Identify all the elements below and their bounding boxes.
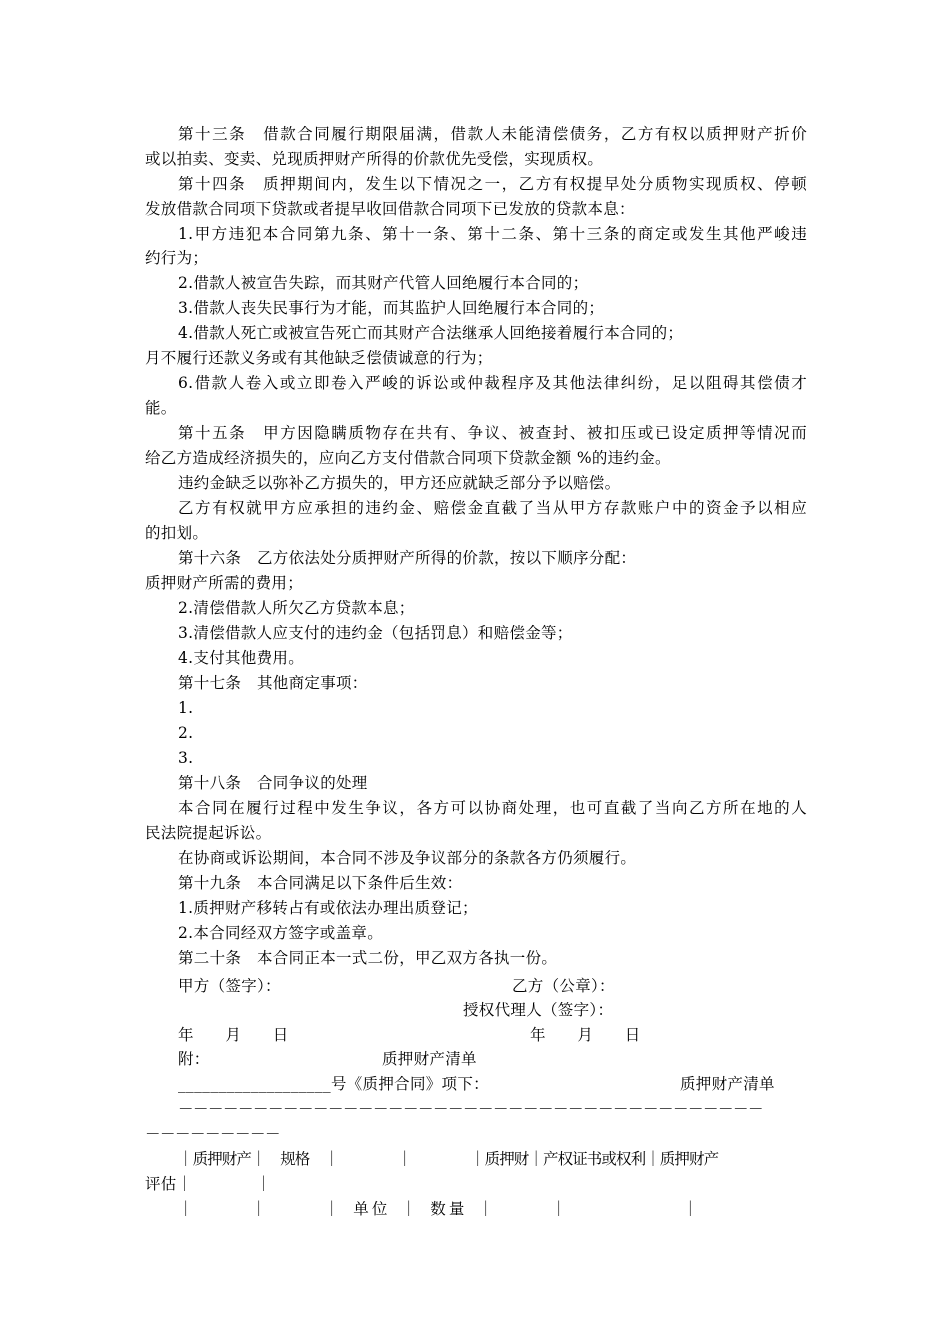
table-rule: －－－－－－－－－ xyxy=(145,1125,281,1143)
paragraph-line: 第十五条 甲方因隐瞒质物存在共有、争议、被查封、被扣压或已设定质押等情况而 xyxy=(178,424,807,442)
paragraph-line: 约行为； xyxy=(145,249,209,267)
party-b-seal: 乙方（公章）： xyxy=(512,977,615,995)
paragraph-line: 发放借款合同项下贷款或者提早收回借款合同项下已发放的贷款本息： xyxy=(145,200,635,218)
paragraph-line: 本合同在履行过程中发生争议，各方可以协商处理，也可直截了当向乙方所在地的人 xyxy=(178,799,807,817)
paragraph-line: 能。 xyxy=(145,399,177,417)
authorized-agent-signature: 授权代理人（签字）： xyxy=(463,1001,614,1019)
paragraph-line: 第十六条 乙方依法处分质押财产所得的价款，按以下顺序分配： xyxy=(178,549,637,567)
table-header-row: 评估｜ ｜ xyxy=(145,1175,272,1193)
paragraph-line: 第十九条 本合同满足以下条件后生效： xyxy=(178,874,463,892)
paragraph-line: 在协商或诉讼期间，本合同不涉及争议部分的条款各方仍须履行。 xyxy=(178,849,637,867)
paragraph-line: 2.清偿借款人所欠乙方贷款本息； xyxy=(178,599,415,617)
party-b-date: 年 月 日 xyxy=(530,1026,641,1044)
paragraph-line: 或以拍卖、变卖、兑现质押财产所得的价款优先受偿，实现质权。 xyxy=(145,150,604,168)
paragraph-line: 3. xyxy=(178,749,194,767)
paragraph-line: 民法院提起诉讼。 xyxy=(145,824,272,842)
paragraph-line: 第十七条 其他商定事项： xyxy=(178,674,368,692)
contract-reference: ___________________号《质押合同》项下： xyxy=(178,1075,489,1093)
list-title: 质押财产清单 xyxy=(680,1075,775,1093)
attachment-title: 质押财产清单 xyxy=(382,1050,477,1068)
paragraph-line: 4.借款人死亡或被宣告死亡而其财产合法继承人回绝接着履行本合同的； xyxy=(178,324,684,342)
paragraph-line: 3.借款人丧失民事行为才能，而其监护人回绝履行本合同的； xyxy=(178,299,605,317)
paragraph-line: 第十八条 合同争议的处理 xyxy=(178,774,368,792)
paragraph-line: 给乙方造成经济损失的，应向乙方支付借款合同项下贷款金额 %的违约金。 xyxy=(145,449,671,467)
paragraph-line: 的扣划。 xyxy=(145,524,209,542)
paragraph-line: 质押财产所需的费用； xyxy=(145,574,304,592)
table-header-row: ｜质押财产｜ 规格 ｜ ｜ ｜质押财｜产权证书或权利｜质押财产 xyxy=(178,1150,719,1168)
paragraph-line: 2.本合同经双方签字或盖章。 xyxy=(178,924,383,942)
paragraph-line: 3.清偿借款人应支付的违约金（包括罚息）和赔偿金等； xyxy=(178,624,573,642)
paragraph-line: 1.质押财产移转占有或依法办理出质登记； xyxy=(178,899,478,917)
table-header-row: ｜ ｜ ｜ 单 位 ｜ 数 量 ｜ ｜ ｜ xyxy=(178,1200,698,1218)
paragraph-line: 1. xyxy=(178,699,194,717)
attachment-label: 附： xyxy=(178,1050,210,1068)
paragraph-line: 第十三条 借款合同履行期限届满，借款人未能清偿债务，乙方有权以质押财产折价 xyxy=(178,125,807,143)
paragraph-line: 违约金缺乏以弥补乙方损失的，甲方还应就缺乏部分予以赔偿。 xyxy=(178,474,621,492)
paragraph-line: 第十四条 质押期间内，发生以下情况之一，乙方有权提早处分质物实现质权、停顿 xyxy=(178,175,807,193)
paragraph-line: 2.借款人被宣告失踪，而其财产代管人回绝履行本合同的； xyxy=(178,274,589,292)
paragraph-line: 乙方有权就甲方应承担的违约金、赔偿金直截了当从甲方存款账户中的资金予以相应 xyxy=(178,499,807,517)
paragraph-line: 4.支付其他费用。 xyxy=(178,649,304,667)
party-a-date: 年 月 日 xyxy=(178,1026,289,1044)
table-rule: －－－－－－－－－－－－－－－－－－－－－－－－－－－－－－－－－－－－－－－ xyxy=(178,1100,764,1118)
paragraph-line: 1.甲方违犯本合同第九条、第十一条、第十二条、第十三条的商定或发生其他严峻违 xyxy=(178,225,807,243)
paragraph-line: 第二十条 本合同正本一式二份，甲乙双方各执一份。 xyxy=(178,949,558,967)
party-a-signature: 甲方（签字）： xyxy=(178,977,281,995)
paragraph-line: 月不履行还款义务或有其他缺乏偿债诚意的行为； xyxy=(145,349,493,367)
paragraph-line: 6.借款人卷入或立即卷入严峻的诉讼或仲裁程序及其他法律纠纷，足以阻碍其偿债才 xyxy=(178,374,807,392)
paragraph-line: 2. xyxy=(178,724,194,742)
